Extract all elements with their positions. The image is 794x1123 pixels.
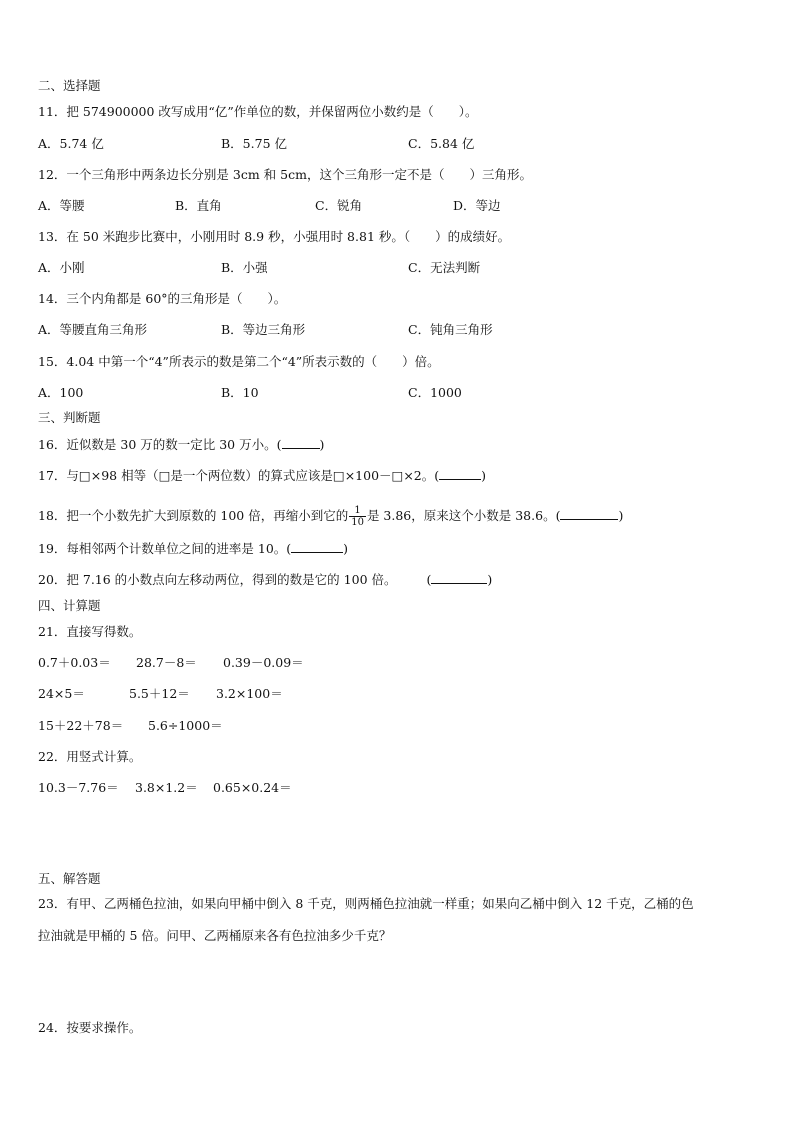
option-b[interactable]: B．等边三角形 — [221, 322, 306, 337]
question-21: 21．直接写得数。 — [38, 624, 142, 639]
calc-item: 0.7＋0.03＝ — [38, 655, 111, 670]
option-a[interactable]: A．等腰 — [38, 198, 85, 213]
question-text: 19．每相邻两个计数单位之间的进率是 10。( — [38, 541, 292, 556]
answer-blank[interactable] — [431, 572, 487, 584]
question-22: 22．用竖式计算。 — [38, 749, 142, 764]
option-a[interactable]: A．100 — [38, 385, 84, 400]
calc-item: 5.5＋12＝ — [129, 686, 190, 701]
calc-item: 0.39－0.09＝ — [223, 655, 304, 670]
answer-blank[interactable] — [291, 541, 343, 553]
question-23-line-1: 23．有甲、乙两桶色拉油，如果向甲桶中倒入 8 千克，则两桶色拉油就一样重；如果向乙桶中倒入 12 千克，乙桶的色 — [38, 896, 694, 911]
option-b[interactable]: B．小强 — [221, 260, 268, 275]
option-c[interactable]: C．钝角三角形 — [408, 322, 493, 337]
question-11: 11．把 574900000 改写成用“亿”作单位的数，并保留两位小数约是（ ）。 — [38, 104, 478, 119]
question-15: 15．4.04 中第一个“4”所表示的数是第二个“4”所表示数的（ ）倍。 — [38, 354, 440, 369]
calc-item: 10.3－7.76＝ — [38, 780, 119, 795]
question-23-line-2: 拉油就是甲桶的 5 倍。问甲、乙两桶原来各有色拉油多少千克？ — [38, 928, 392, 943]
section-heading-calculation: 四、计算题 — [38, 598, 101, 613]
question-18: 18．把一个小数先扩大到原数的 100 倍，再缩小到它的 $\frac{1}{10}$ 是 3.86，原来这个小数是 38.6。( ) — [38, 505, 624, 528]
answer-blank[interactable] — [282, 437, 320, 449]
calc-item: 24×5＝ — [38, 686, 85, 701]
answer-blank[interactable] — [439, 468, 481, 480]
calc-item: 3.2×100＝ — [216, 686, 283, 701]
section-heading-word-problems: 五、解答题 — [38, 871, 101, 886]
question-17: 17．与□×98 相等（□是一个两位数）的算式应该是□×100－□×2。( ) — [38, 468, 487, 483]
option-b[interactable]: B．直角 — [175, 198, 222, 213]
section-heading-choice: 二、选择题 — [38, 78, 101, 93]
option-c[interactable]: C．1000 — [408, 385, 462, 400]
question-16: 16．近似数是 30 万的数一定比 30 万小。( ) — [38, 437, 325, 452]
option-a[interactable]: A．小刚 — [38, 260, 85, 275]
option-c[interactable]: C．无法判断 — [408, 260, 481, 275]
question-12: 12．一个三角形中两条边长分别是 3cm 和 5cm，这个三角形一定不是（ ）三角形。 — [38, 167, 532, 182]
calc-item: 5.6÷1000＝ — [148, 718, 223, 733]
question-24: 24．按要求操作。 — [38, 1020, 142, 1035]
option-b[interactable]: B．10 — [221, 385, 259, 400]
option-c[interactable]: C．锐角 — [315, 198, 363, 213]
question-20: 20．把 7.16 的小数点向左移动两位，得到的数是它的 100 倍。 ( ) — [38, 572, 493, 587]
question-text: 20．把 7.16 的小数点向左移动两位，得到的数是它的 100 倍。 — [38, 572, 397, 587]
question-13: 13．在 50 米跑步比赛中，小刚用时 8.9 秒，小强用时 8.81 秒。（ ）的成绩好。 — [38, 229, 511, 244]
option-a[interactable]: A．5.74 亿 — [38, 136, 104, 151]
question-14: 14．三个内角都是 60°的三角形是（ ）。 — [38, 291, 287, 306]
answer-blank[interactable] — [560, 508, 618, 520]
calc-item: 28.7－8＝ — [136, 655, 197, 670]
option-c[interactable]: C．5.84 亿 — [408, 136, 475, 151]
option-a[interactable]: A．等腰直角三角形 — [38, 322, 148, 337]
calc-item: 3.8×1.2＝ — [135, 780, 198, 795]
question-19: 19．每相邻两个计数单位之间的进率是 10。( ) — [38, 541, 349, 556]
section-heading-judgement: 三、判断题 — [38, 410, 101, 425]
calc-item: 15＋22＋78＝ — [38, 718, 124, 733]
option-d[interactable]: D．等边 — [453, 198, 501, 213]
option-b[interactable]: B．5.75 亿 — [221, 136, 287, 151]
calc-item: 0.65×0.24＝ — [213, 780, 292, 795]
fraction: $\frac{1}{10}$ — [351, 505, 364, 528]
question-text: 17．与□×98 相等（□是一个两位数）的算式应该是□×100－□×2。( — [38, 468, 440, 483]
question-text: 16．近似数是 30 万的数一定比 30 万小。( — [38, 437, 282, 452]
